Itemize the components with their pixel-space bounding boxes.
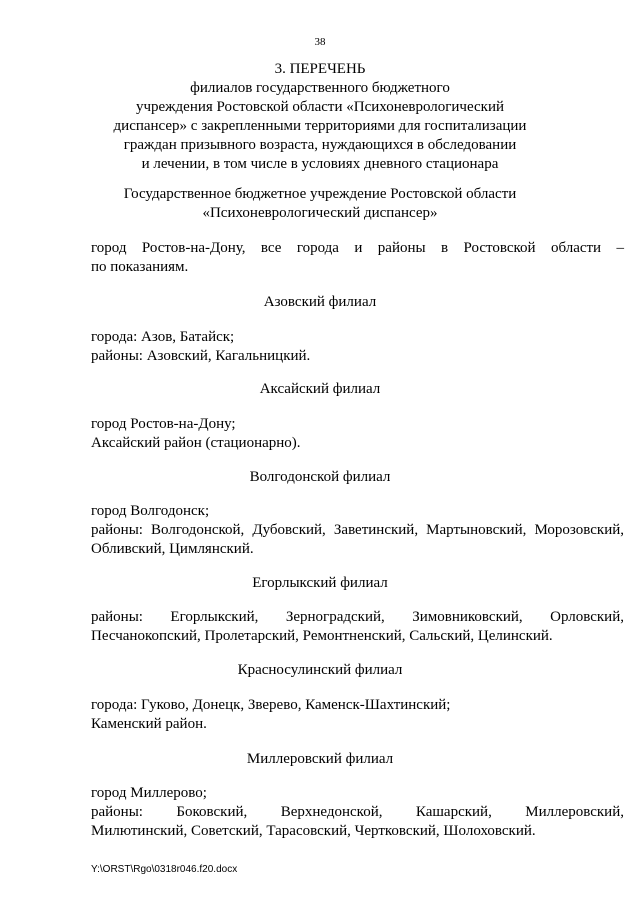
title-line: 3. ПЕРЕЧЕНЬ xyxy=(274,61,366,77)
branch-heading: Миллеровский филиал xyxy=(246,751,394,767)
branch-territories xyxy=(91,608,624,646)
branch-heading: Аксайский филиал xyxy=(259,381,381,397)
branch-heading: Егорлыкский филиал xyxy=(252,575,388,591)
paragraph-line: Милютинский, Советский, Тарасовский, Чертковский, Шолоховский. xyxy=(91,823,536,839)
branch-territories xyxy=(91,696,624,734)
branch-heading: Азовский филиал xyxy=(263,294,377,310)
paragraph-line: Песчанокопский, Пролетарский, Ремонтненский, Сальский, Целинский. xyxy=(91,628,553,644)
title-line: и лечении, в том числе в условиях дневного стационара xyxy=(141,156,499,172)
org-line: Государственное бюджетное учреждение Ростовской области xyxy=(123,186,517,202)
paragraph-line: города: Азов, Батайск; xyxy=(91,329,235,345)
paragraph-line: районы: Боковский, Верхнедонской, Кашарский, Миллеровский, xyxy=(91,804,624,820)
title-line: граждан призывного возраста, нуждающихся в обследовании xyxy=(123,137,517,153)
branch-heading: Волгодонской филиал xyxy=(249,469,391,485)
title-line: учреждения Ростовской области «Психоневрологический xyxy=(135,99,505,115)
paragraph-line: Каменский район. xyxy=(91,716,207,732)
org-line: «Психоневрологический диспансер» xyxy=(202,205,438,221)
organization-heading xyxy=(0,185,640,223)
paragraph-line: города: Гуково, Донецк, Зверево, Каменск-Шахтинский; xyxy=(91,697,451,713)
title-line: филиалов государственного бюджетного xyxy=(190,80,450,96)
paragraph-line: Обливский, Цимлянский. xyxy=(91,541,254,557)
file-path-footer: Y:\ORST\Rgo\0318r046.f20.docx xyxy=(91,864,238,875)
paragraph-line: Аксайский район (стационарно). xyxy=(91,435,301,451)
paragraph-line: город Ростов-на-Дону; xyxy=(91,416,236,432)
paragraph-line: районы: Азовский, Кагальницкий. xyxy=(91,348,311,364)
title-line: диспансер» с закрепленными территориями для госпитализации xyxy=(113,118,527,134)
branch-territories xyxy=(91,415,624,453)
paragraph-line: город Волгодонск; xyxy=(91,503,210,519)
intro-paragraph xyxy=(91,239,624,277)
branch-territories xyxy=(91,784,624,841)
branch-territories xyxy=(91,502,624,559)
paragraph-line: город Ростов-на-Дону, все города и районы в Ростовской области – xyxy=(91,240,624,256)
branch-territories xyxy=(91,328,624,366)
branch-heading: Красносулинский филиал xyxy=(237,662,403,678)
paragraph-line: районы: Егорлыкский, Зерноградский, Зимовниковский, Орловский, xyxy=(91,609,624,625)
paragraph-line: по показаниям. xyxy=(91,259,189,275)
paragraph-line: город Миллерово; xyxy=(91,785,207,801)
paragraph-line: районы: Волгодонской, Дубовский, Заветинский, Мартыновский, Морозовский, xyxy=(91,522,624,538)
page-number: 38 xyxy=(314,36,326,48)
document-title xyxy=(0,60,640,174)
